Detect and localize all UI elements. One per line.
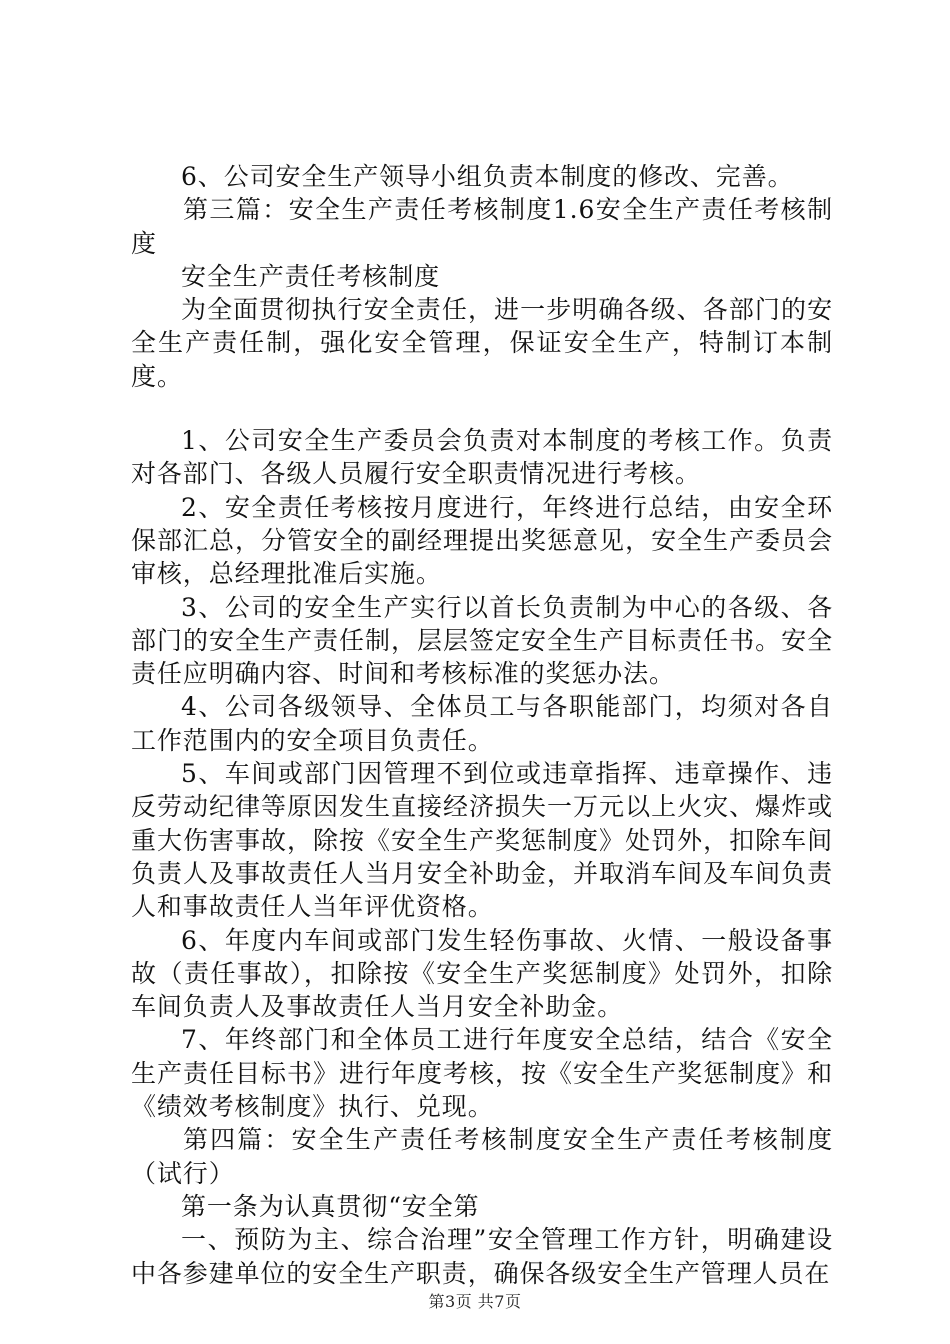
paragraph-article-1-cont: 一、预防为主、综合治理”安全管理工作方针，明确建设中各参建单位的安全生产职责，确保各级安全生产管理人员在 <box>131 1225 833 1288</box>
paragraph-clause-2: 2、安全责任考核按月度进行，年终进行总结，由安全环保部汇总，分管安全的副经理提出奖惩意见，安全生产委员会审核，总经理批准后实施。 <box>131 492 833 589</box>
paragraph-clause-5: 5、车间或部门因管理不到位或违章指挥、违章操作、违反劳动纪律等原因发生直接经济损失一万元以上火灾、爆炸或重大伤害事故，除按《安全生产奖惩制度》处罚外，扣除车间负责人及事故责任人当月安全补助金，并取消车间及车间负责人和事故责任人当年评优资格。 <box>131 759 833 922</box>
section-title: 安全生产责任考核制度 <box>181 261 441 291</box>
paragraph-clause-6-prev: 6、公司安全生产领导小组负责本制度的修改、完善。 <box>181 162 794 191</box>
page-number-footer: 第3页 共7页 <box>428 1292 522 1311</box>
section-heading-3: 第三篇：安全生产责任考核制度1.6安全生产责任考核制度 <box>131 195 833 258</box>
paragraph-clause-6: 6、年度内车间或部门发生轻伤事故、火情、一般设备事故（责任事故），扣除按《安全生产奖惩制度》处罚外，扣除车间负责人及事故责任人当月安全补助金。 <box>131 925 833 1022</box>
paragraph-article-1: 第一条为认真贯彻“安全第 <box>181 1191 480 1221</box>
paragraph-clause-7: 7、年终部门和全体员工进行年度安全总结，结合《安全生产责任目标书》进行年度考核，按《安全生产奖惩制度》和《绩效考核制度》执行、兑现。 <box>131 1025 833 1122</box>
section-heading-4: 第四篇：安全生产责任考核制度安全生产责任考核制度（试行） <box>131 1125 833 1188</box>
paragraph-intro: 为全面贯彻执行安全责任，进一步明确各级、各部门的安全生产责任制，强化安全管理，保证安全生产，特制订本制度。 <box>131 295 833 391</box>
paragraph-clause-4: 4、公司各级领导、全体员工与各职能部门，均须对各自工作范围内的安全项目负责任。 <box>131 692 833 755</box>
paragraph-clause-1: 1、公司安全生产委员会负责对本制度的考核工作。负责对各部门、各级人员履行安全职责情况进行考核。 <box>131 426 833 489</box>
document-body <box>131 160 833 1290</box>
paragraph-clause-3: 3、公司的安全生产实行以首长负责制为中心的各级、各部门的安全生产责任制，层层签定安全生产目标责任书。安全责任应明确内容、时间和考核标准的奖惩办法。 <box>131 592 833 689</box>
